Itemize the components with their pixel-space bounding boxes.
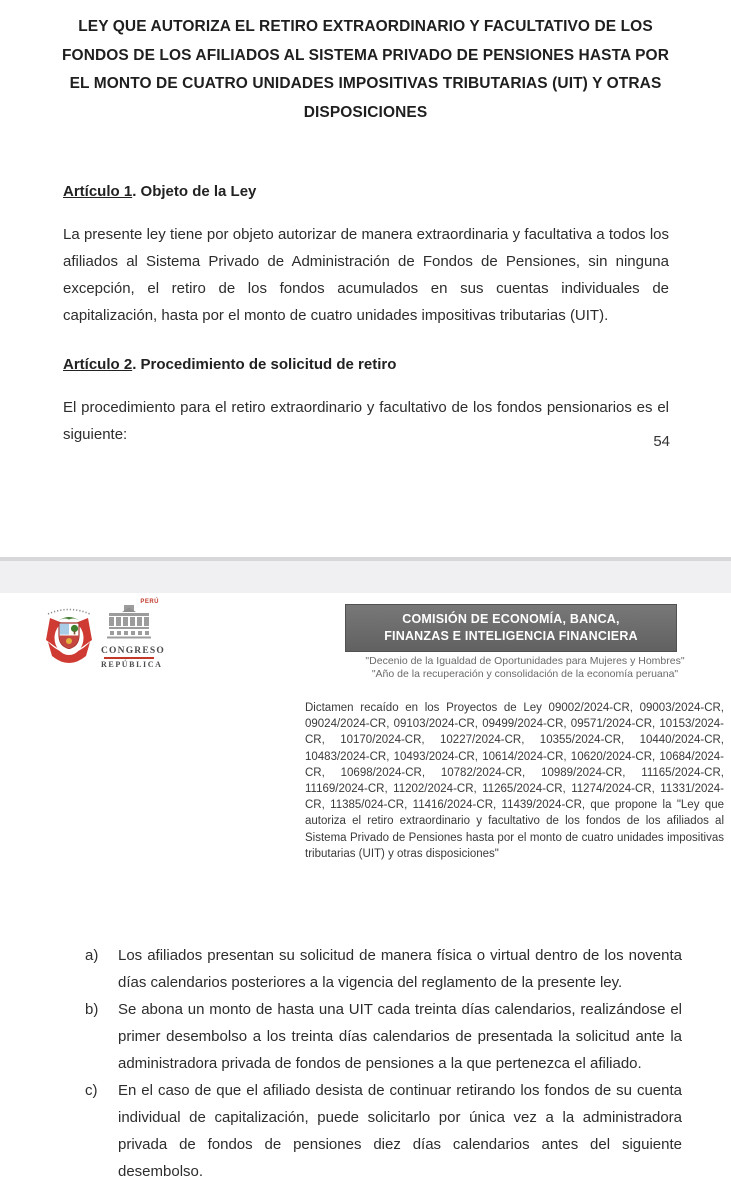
page-separator <box>0 557 731 593</box>
congress-logo <box>101 599 165 669</box>
header-quotes <box>322 655 728 681</box>
list-item-text: En el caso de que el afiliado desista de continuar retirando los fondos de su cuenta individual de capitalización, puede solicitarlo por única vez a la administradora privada de fondos de pensiones diez días calendarios antes del siguiente desembolso. <box>118 1082 682 1180</box>
list-item-letter: a) <box>85 947 99 964</box>
article1-body: La presente ley tiene por objeto autorizar de manera extraordinaria y facultativa a todos los afiliados al Sistema Privado de Administración de Fondos de Pensiones, sin ninguna excepción, el retiro de los fondos acumulados en sus cuentas individuales de capitalización, hasta por el monto de cuatro unidades impositivas tributarias (UIT). <box>63 226 669 324</box>
list-item <box>85 942 682 996</box>
article2-title: . Procedimiento de solicitud de retiro <box>132 356 397 373</box>
law-title-line: EL MONTO DE CUATRO UNIDADES IMPOSITIVAS TRIBUTARIAS (UIT) Y OTRAS <box>69 75 662 92</box>
list-item-text: Se abona un monto de hasta una UIT cada treinta días calendarios, realizándose el primer desembolso a los treinta días calendarios de presentada la solicitud ante la administradora privada de fondos de pensiones a la que pertenezca el afiliado. <box>118 1001 682 1072</box>
congress-rule <box>104 657 154 659</box>
article1-title: . Objeto de la Ley <box>132 183 257 200</box>
law-title-line: FONDOS DE LOS AFILIADOS AL SISTEMA PRIVADO DE PENSIONES HASTA POR <box>61 46 670 64</box>
quote-decenio: "Decenio de la Igualdad de Oportunidades para Mujeres y Hombres" <box>365 655 685 667</box>
commission-title-line: COMISIÓN DE ECONOMÍA, BANCA, <box>402 612 620 626</box>
congress-republic: REPÚBLICA <box>101 660 163 669</box>
congress-building-icon <box>105 605 153 639</box>
withdrawal-procedure-list <box>85 942 682 1185</box>
peru-label: PERÚ <box>140 599 159 605</box>
article2-label: Artículo 2 <box>63 356 133 373</box>
law-title-line: LEY QUE AUTORIZA EL RETIRO EXTRAORDINARIO Y FACULTATIVO DE LOS <box>78 18 653 35</box>
article1-label: Artículo 1 <box>63 183 133 200</box>
law-title <box>30 13 701 127</box>
article1-heading <box>63 183 256 200</box>
list-item <box>85 1077 682 1185</box>
congress-name: CONGRESO <box>101 646 165 656</box>
list-item-letter: b) <box>85 1001 99 1018</box>
page-number: 54 <box>653 433 670 450</box>
list-item-letter: c) <box>85 1082 98 1099</box>
page-1 <box>0 0 731 557</box>
list-item <box>85 996 682 1077</box>
page-2 <box>0 593 731 1200</box>
commission-title-box <box>345 604 677 652</box>
quote-anio: "Año de la recuperación y consolidación de la economía peruana" <box>371 668 679 680</box>
peru-coat-of-arms-icon <box>43 602 95 677</box>
dictamen-paragraph: Dictamen recaído en los Proyectos de Ley 09002/2024-CR, 09003/2024-CR, 09024/2024-CR, 09103/2024-CR, 09499/2024-CR, 09571/2024-CR, 10153/2024-CR, 10170/2024-CR, 10227/2024-CR, 10355/2024-CR, 10440/2024-CR, 10483/2024-CR, 10493/2024-CR, 10614/2024-CR, 10620/2024-CR, 10684/2024-CR, 10698/2024-CR, 10782/2024-CR, 10989/2024-CR, 11165/2024-CR, 11169/2024-CR, 11202/2024-CR, 11265/2024-CR, 11274/2024-CR, 11331/2024-CR, 11385/024-CR, 11416/2024-CR, 11439/2024-CR, que propone la "Ley que autoriza el retiro extraordinario y facultativo de los fondos de los afiliados al Sistema Privado de Pensiones hasta por el monto de cuatro unidades impositivas tributarias (UIT) y otras disposiciones" <box>305 702 724 860</box>
law-title-line: DISPOSICIONES <box>303 103 428 121</box>
article2-heading <box>63 356 396 373</box>
commission-title-line: FINANZAS E INTELIGENCIA FINANCIERA <box>384 629 638 643</box>
article2-body: El procedimiento para el retiro extraordinario y facultativo de los fondos pensionarios es el siguiente: <box>63 399 669 443</box>
list-item-text: Los afiliados presentan su solicitud de manera física o virtual dentro de los noventa días calendarios posteriores a la vigencia del reglamento de la presente ley. <box>118 947 682 991</box>
